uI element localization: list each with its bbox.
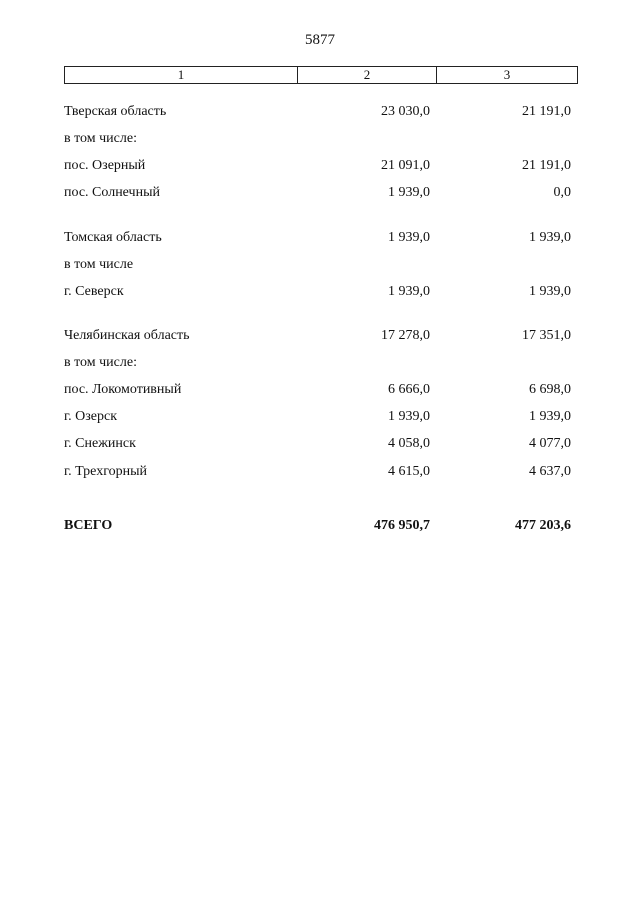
row-value-col3: 21 191,0: [522, 104, 571, 119]
table-row: [0, 131, 640, 151]
table-row: [0, 382, 640, 402]
row-label: г. Снежинск: [64, 436, 136, 451]
table-row: [0, 328, 640, 348]
table-row: [0, 104, 640, 124]
row-value-col2: 6 666,0: [388, 382, 430, 397]
row-value-col3: 21 191,0: [522, 158, 571, 173]
row-value-col3: 4 637,0: [529, 464, 571, 479]
row-label: Томская область: [64, 230, 162, 245]
row-value-col2: 23 030,0: [381, 104, 430, 119]
table-row: [0, 158, 640, 178]
row-label: в том числе:: [64, 355, 137, 370]
table-header: [64, 66, 578, 84]
row-label: пос. Локомотивный: [64, 382, 182, 397]
row-label: г. Трехгорный: [64, 464, 147, 479]
row-value-col2: 4 058,0: [388, 436, 430, 451]
table-row: [0, 436, 640, 456]
table-row: [0, 185, 640, 205]
row-value-col3: 0,0: [553, 185, 571, 200]
total-row: [0, 518, 640, 538]
row-label: в том числе: [64, 257, 134, 272]
table-row: [0, 284, 640, 304]
row-label: Тверская область: [64, 104, 167, 119]
row-value-col3: 1 939,0: [529, 409, 571, 424]
row-value-col2: 1 939,0: [388, 409, 430, 424]
row-value-col3: 1 939,0: [529, 284, 571, 299]
total-label: ВСЕГО: [64, 518, 113, 533]
column-header-3: 3: [503, 67, 511, 82]
row-value-col2: 4 615,0: [388, 464, 430, 479]
page-number: 5877: [305, 32, 335, 48]
row-value-col2: 1 939,0: [388, 185, 430, 200]
row-value-col3: 17 351,0: [522, 328, 571, 343]
column-header-1: 1: [65, 67, 298, 83]
table-row: [0, 355, 640, 375]
row-label: пос. Озерный: [64, 158, 146, 173]
row-label: г. Озерск: [64, 409, 118, 424]
row-label: г. Северск: [64, 284, 124, 299]
row-label: в том числе:: [64, 131, 137, 146]
table-row: [0, 230, 640, 250]
row-value-col2: 17 278,0: [381, 328, 430, 343]
table-row: [0, 409, 640, 429]
row-value-col3: 1 939,0: [529, 230, 571, 245]
table-row: [0, 464, 640, 484]
row-value-col2: 21 091,0: [381, 158, 430, 173]
column-header-2: 2: [298, 67, 437, 83]
row-value-col2: 1 939,0: [388, 230, 430, 245]
row-label: пос. Солнечный: [64, 185, 160, 200]
row-label: Челябинская область: [64, 328, 190, 343]
row-value-col2: 1 939,0: [388, 284, 430, 299]
row-value-col3: 4 077,0: [529, 436, 571, 451]
total-value-col3: 477 203,6: [515, 518, 571, 533]
row-value-col3: 6 698,0: [529, 382, 571, 397]
total-value-col2: 476 950,7: [374, 518, 430, 533]
table-row: [0, 257, 640, 277]
